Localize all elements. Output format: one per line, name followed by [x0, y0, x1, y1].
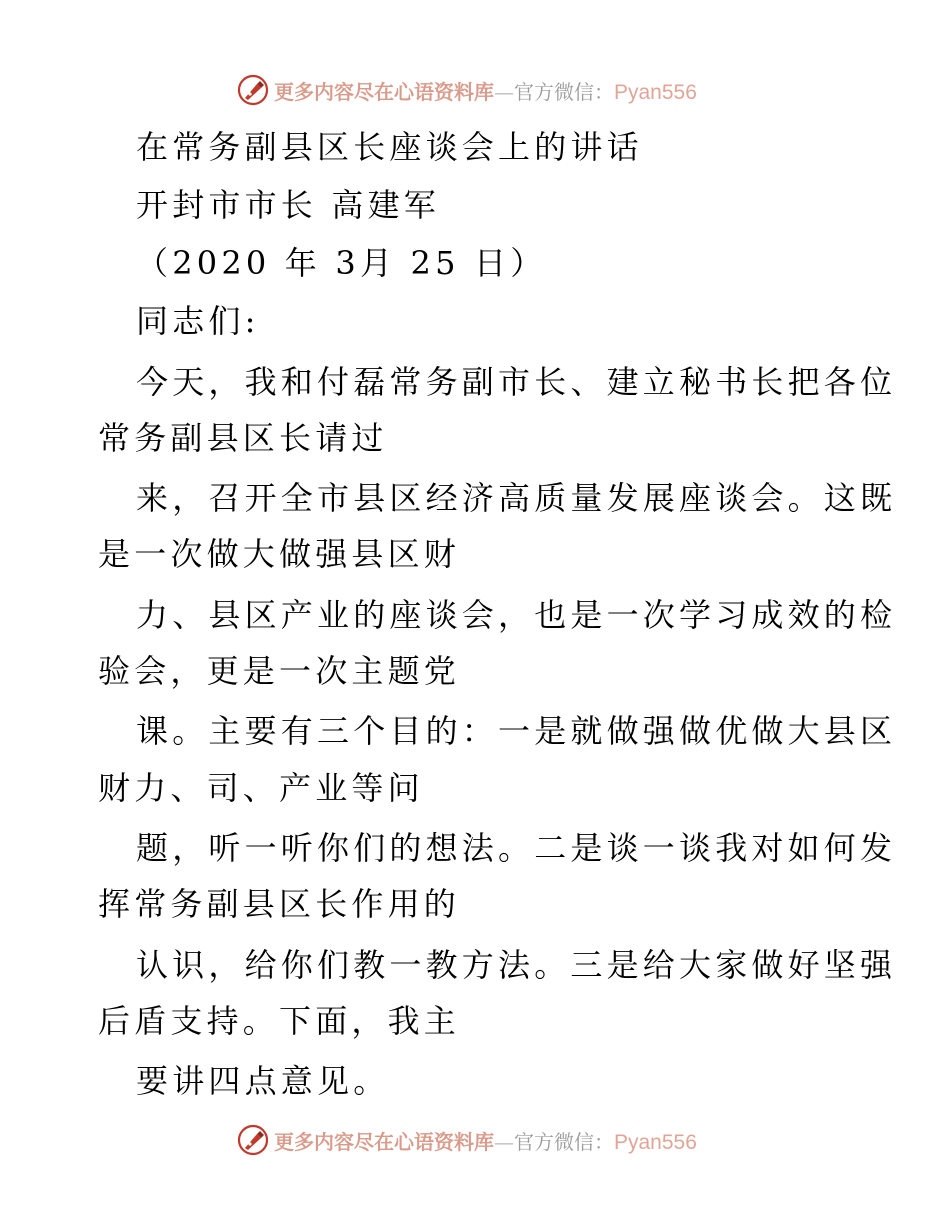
watermark-label: 官方微信： [514, 79, 614, 104]
paragraph-line: 认识，给你们教一教方法。三是给大家做好坚强 [136, 946, 897, 984]
paragraph-line: 是一次做大做强县区财 [98, 535, 461, 573]
document-salutation: 同志们: [136, 302, 260, 340]
footer-watermark [236, 1122, 697, 1158]
watermark-brand: 更多内容尽在心语资料库 [274, 79, 494, 104]
watermark-id: Pyan556 [614, 1130, 697, 1154]
pen-nib-circle-icon [236, 73, 270, 107]
watermark-brand: 更多内容尽在心语资料库 [274, 1129, 494, 1154]
paragraph-line: 要讲四点意见。 [136, 1062, 390, 1100]
pen-nib-circle-icon [236, 1123, 270, 1157]
paragraph-line: 今天，我和付磊常务副市长、建立秘书长把各位 [136, 363, 897, 401]
paragraph-line: 题，听一听你们的想法。二是谈一谈我对如何发 [136, 829, 897, 867]
paragraph-line: 力、县区产业的座谈会，也是一次学习成效的检 [136, 596, 897, 634]
paragraph-line: 后盾支持。下面，我主 [98, 1002, 461, 1040]
paragraph-line: 挥常务副县区长作用的 [98, 885, 461, 923]
document-speaker: 开封市市长 高建军 [136, 186, 440, 224]
paragraph-line: 财力、司、产业等问 [98, 769, 424, 807]
paragraph-line: 验会，更是一次主题党 [98, 652, 461, 690]
watermark-dash: — [494, 79, 514, 104]
document-date: （2020 年 3月 25 日） [136, 244, 547, 282]
document-title: 在常务副县区长座谈会上的讲话 [136, 128, 643, 166]
watermark-label: 官方微信： [514, 1129, 614, 1154]
paragraph-line: 来，召开全市县区经济高质量发展座谈会。这既 [136, 479, 897, 517]
paragraph-line: 课。主要有三个目的：一是就做强做优做大县区 [136, 712, 897, 750]
header-watermark [236, 72, 697, 108]
paragraph-line: 常务副县区长请过 [98, 419, 388, 457]
watermark-dash: — [494, 1129, 514, 1154]
watermark-id: Pyan556 [614, 80, 697, 104]
